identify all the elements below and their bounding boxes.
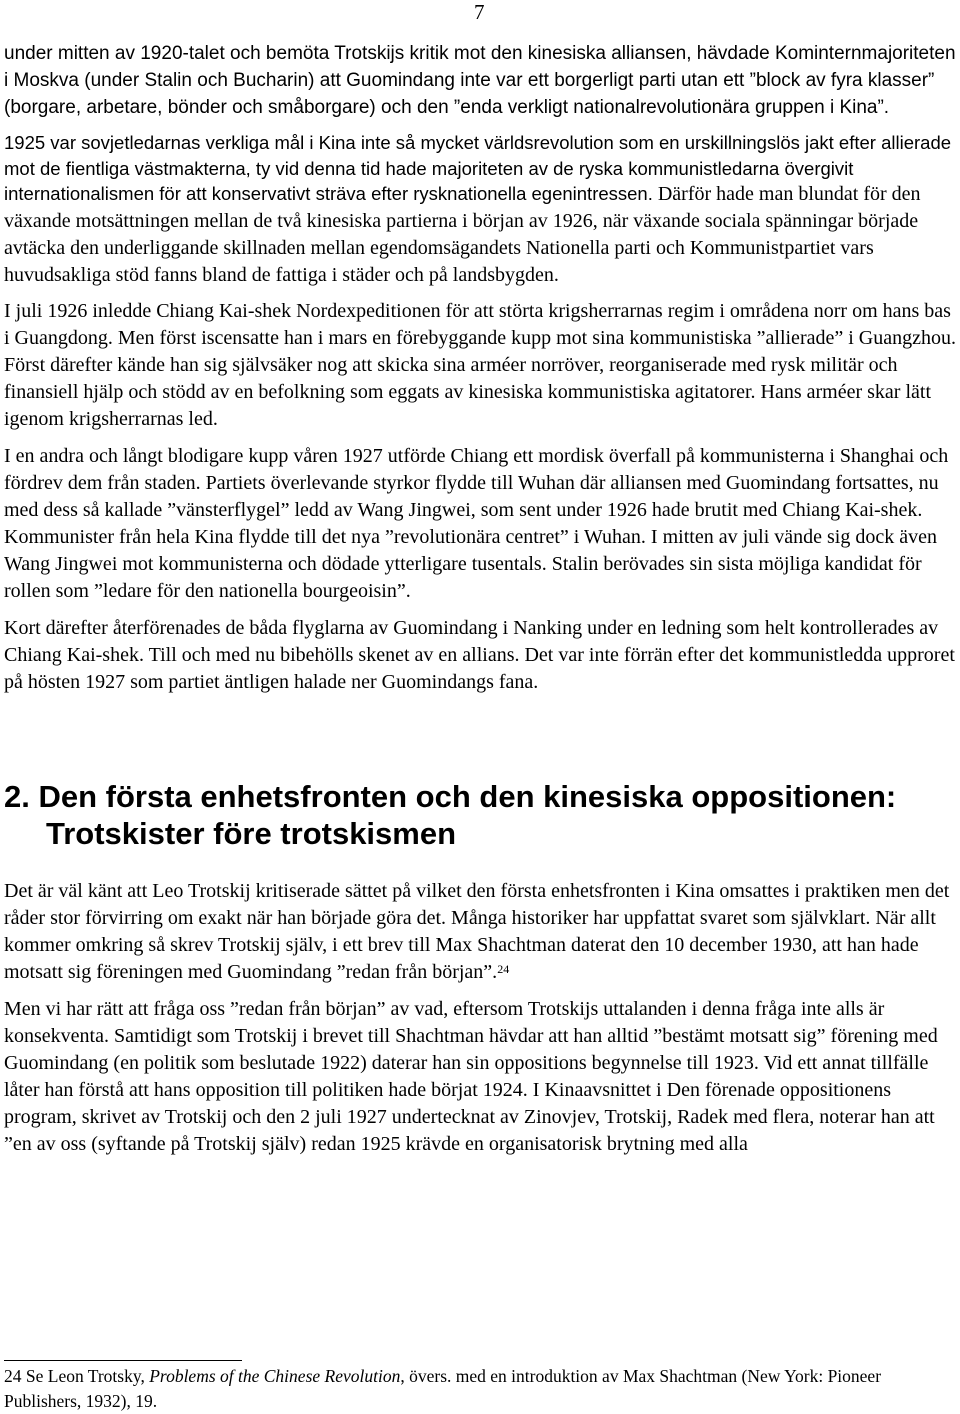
footnote-divider xyxy=(4,1360,242,1361)
footnote-book-title: Problems of the Chinese Revolution xyxy=(149,1366,401,1386)
document-body xyxy=(4,40,956,1158)
paragraph-6 xyxy=(4,878,956,986)
section-heading xyxy=(4,778,956,852)
paragraph-6-text: Det är väl känt att Leo Trotskij kritiserade sättet på vilket den första enhetsfronten i Kina omsattes i praktiken men det råder stor förvirring om exakt när han började göra det. Många historiker har uppfattat svaret som självklart. När allt kommer omkring så skrev Trotskij själv, i ett brev till Max Shachtman daterat den 10 december 1930, att han hade motsatt sig föreningen med Guomindang ”redan från början”. xyxy=(4,879,950,983)
paragraph-7: Men vi har rätt att fråga oss ”redan från början” av vad, eftersom Trotskijs uttalanden i denna fråga inte alls är konsekventa. Samtidigt som Trotskij i brevet till Shachtman hävdar att han alltid ”bestämt motsatt sig” förening med Guomindang (en politik som beslutade 1922) daterar han sin oppositions begynnelse till 1923. Vid ett annat tillfälle låter han förstå att hans opposition till politiken hade börjat 1924. I Kinaavsnittet i Den förenade oppositionens program, skrivet av Trotskij och den 2 juli 1927 undertecknat av Zinovjev, Trotskij, Radek med flera, noterar han att ”en av oss (syftande på Trotskij själv) redan 1925 krävde en organisatorisk brytning med alla xyxy=(4,997,938,1155)
paragraph-2-part-a: 1925 var sovjetledarnas verkliga mål i Kina inte så mycket världsrevolution som en urskillningslös jakt efter allierade mot de fientliga västmakterna, ty vid denna tid hade majoriteten av de ryska kommunistledarna övergivit internationalismen för att konservativt sträva efter rysknationella egenintressen. xyxy=(4,132,952,205)
footnote-ref-24[interactable]: 24 xyxy=(497,961,510,976)
paragraph-3: I juli 1926 inledde Chiang Kai-shek Nordexpeditionen för att störta krigsherrarnas regim i områdena norr om hans bas i Guangdong. Men först iscensatte han i mars en förebyggande kupp mot sina kommunistiska ”allierade” i Guangzhou. Först därefter kände han sig självsäker nog att skicka sina arméer norröver, reorganiserade med rysk militär och finansiell hjälp och stödd av en befolkning som eggats av kinesiska kommunistiska agitatorer. Hans arméer skar lätt igenom krigsherrarnas led. xyxy=(4,300,956,431)
page-number: 7 xyxy=(474,0,485,24)
paragraph-4: I en andra och långt blodigare kupp våren 1927 utförde Chiang ett mordisk överfall på kommunisterna i Shanghai och fördrev dem från staden. Partiets överlevande styrkor flydde till Wuhan där alliansen med Guomindang fortsattes, nu med dess så kallade ”vänsterflygel” ledd av Wang Jingwei, som sent under 1926 hade brutit med Chiang Kai-shek. Kommunister från hela Kina flydde till det nya ”revolutionära centret” i Wuhan. I mitten av juli vände sig dock även Wang Jingwei mot kommunisterna och dödade ytterligare tusentals. Stalin berövades sin sista möjliga kandidat för rollen som ”ledare för den nationella bourgeoisin”. xyxy=(4,445,949,603)
section-heading-line-2: Trotskister före trotskismen xyxy=(46,816,457,852)
footnote-suffix: , övers. med en introduktion av Max Shachtman (New York: Pioneer Publishers, 1932), 19. xyxy=(4,1366,882,1411)
footnote-24 xyxy=(4,1364,956,1414)
paragraph-2 xyxy=(4,130,956,288)
footnote-prefix: 24 Se Leon Trotsky, xyxy=(4,1366,150,1386)
paragraph-5: Kort därefter återförenades de båda flyglarna av Guomindang i Nanking under en ledning som helt kontrollerades av Chiang Kai-shek. Till och med nu bibehölls skenet av en allians. Det var inte förrän efter det kommunistledda upproret på hösten 1927 som partiet äntligen halade ner Guomindangs fana. xyxy=(4,617,955,694)
paragraph-1: under mitten av 1920-talet och bemöta Trotskijs kritik mot den kinesiska alliansen, hävdade Kominternmajoriteten i Moskva (under Stalin och Bucharin) att Guomindang inte var ett borgerligt parti utan ett ”block av fyra klasser” (borgare, arbetare, bönder och småborgare) och den ”enda verkligt nationalrevolutionära gruppen i Kina”. xyxy=(4,43,956,118)
paragraph-2-part-b: Därför hade man blundat för den växande motsättningen mellan de två kinesiska partierna i början av 1926, när växande sociala spänningar började avtäcka den underliggande skillnaden mellan egendomsägandets Nationella parti och Kommunistpartiet vars huvudsakliga stöd fanns bland de fattiga i städer och på landsbygden. xyxy=(4,183,921,286)
section-heading-line-1: 2. Den första enhetsfronten och den kinesiska oppositionen: xyxy=(4,779,897,815)
